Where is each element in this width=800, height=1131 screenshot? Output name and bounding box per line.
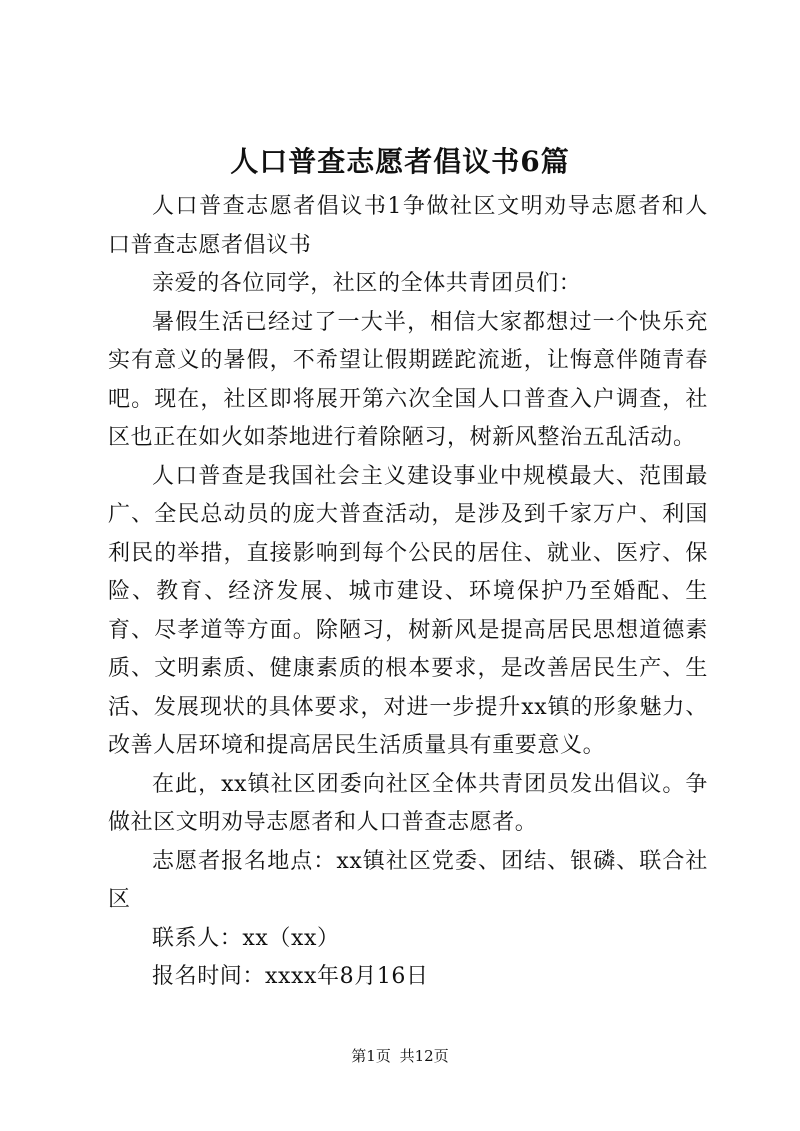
- paragraph-census-significance: 人口普查是我国社会主义建设事业中规模最大、范围最广、全民总动员的庞大普查活动，是涉及到千家万户、利国利民的举措，直接影响到每个公民的居住、就业、医疗、保险、教育、经济发展、城市建设、环境保护乃至婚配、生育、尽孝道等方面。除陋习，树新风是提高居民思想道德素质、文明素质、健康素质的根本要求，是改善居民生产、生活、发展现状的具体要求，对进一步提升xx镇的形象魅力、改善人居环境和提高居民生活质量具有重要意义。: [108, 463, 708, 758]
- paragraph-signup-time: 报名时间：xxxx年8月16日: [152, 964, 429, 989]
- page-number: 第1页: [351, 1047, 391, 1065]
- page-total: 共12页: [399, 1047, 449, 1065]
- document-title: 人口普查志愿者倡议书6篇: [230, 145, 570, 178]
- paragraph-contact: 联系人：xx（xx）: [152, 925, 340, 951]
- page-footer: [0, 1046, 800, 1066]
- paragraph-call-to-action: 在此，xx镇社区团委向社区全体共青团员发出倡议。争做社区文明劝导志愿者和人口普查志愿者。: [108, 771, 708, 835]
- paragraph-heading: 人口普查志愿者倡议书1争做社区文明劝导志愿者和人口普查志愿者倡议书: [108, 194, 708, 258]
- document-body: [108, 188, 708, 997]
- paragraph-salutation: 亲爱的各位同学，社区的全体共青团员们：: [152, 271, 582, 296]
- paragraph-signup-location: 志愿者报名地点：xx镇社区党委、团结、银磷、联合社区: [108, 848, 708, 912]
- paragraph-intro: 暑假生活已经过了一大半，相信大家都想过一个快乐充实有意义的暑假，不希望让假期蹉跎流逝，让悔意伴随青春吧。现在，社区即将展开第六次全国人口普查入户调查，社区也正在如火如荼地进行着除陋习，树新风整治五乱活动。: [108, 309, 708, 450]
